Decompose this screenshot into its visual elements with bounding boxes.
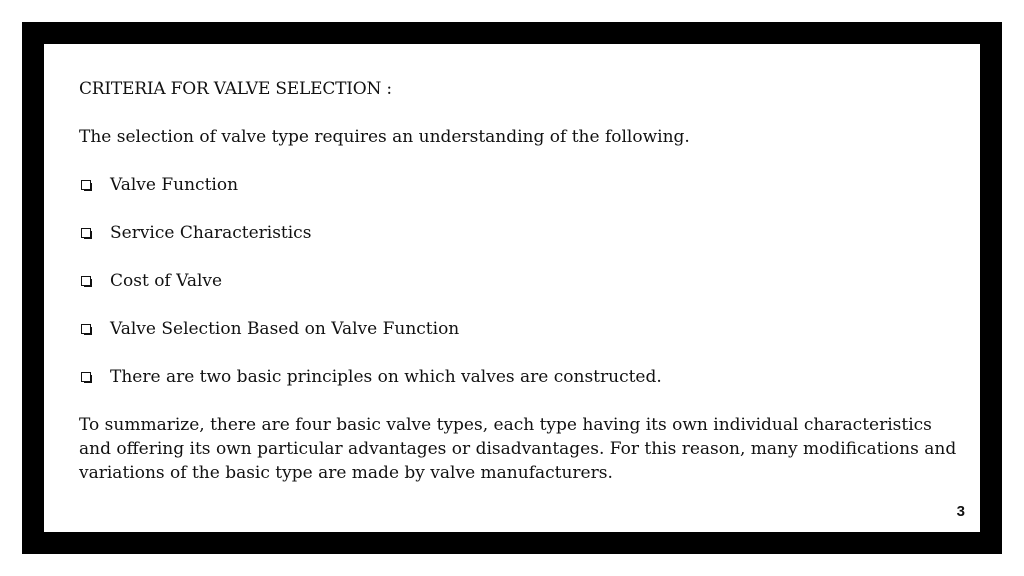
checkbox-bullet-icon — [81, 324, 91, 334]
bullet-label: Valve Function — [110, 175, 239, 195]
slide-content-panel — [44, 44, 980, 532]
checkbox-bullet-icon — [81, 180, 91, 190]
checkbox-bullet-icon — [81, 276, 91, 286]
bullet-label: Service Characteristics — [110, 223, 312, 243]
slide-heading: CRITERIA FOR VALVE SELECTION : — [79, 79, 392, 99]
checkbox-bullet-icon — [81, 372, 91, 382]
intro-text: The selection of valve type requires an understanding of the following. — [79, 127, 690, 147]
bullet-label: Cost of Valve — [110, 271, 223, 291]
bullet-item-cost-of-valve — [79, 269, 959, 293]
bullet-item-service-characteristics — [79, 221, 959, 245]
bullet-list — [79, 173, 959, 389]
bullet-label: Valve Selection Based on Valve Function — [110, 319, 460, 339]
bullet-item-construction-principles — [79, 365, 959, 389]
bullet-item-valve-function — [79, 173, 959, 197]
page-number: 3 — [956, 503, 965, 520]
checkbox-bullet-icon — [81, 228, 91, 238]
bullet-item-selection-by-function — [79, 317, 959, 341]
summary-paragraph: To summarize, there are four basic valve types, each type having its own individual characteristics and offering its own particular advantages or disadvantages. For this reason, many modifications and variations of the basic type are made by valve manufacturers. — [79, 415, 957, 483]
bullet-label: There are two basic principles on which valves are constructed. — [110, 367, 662, 387]
slide-body — [79, 77, 959, 485]
